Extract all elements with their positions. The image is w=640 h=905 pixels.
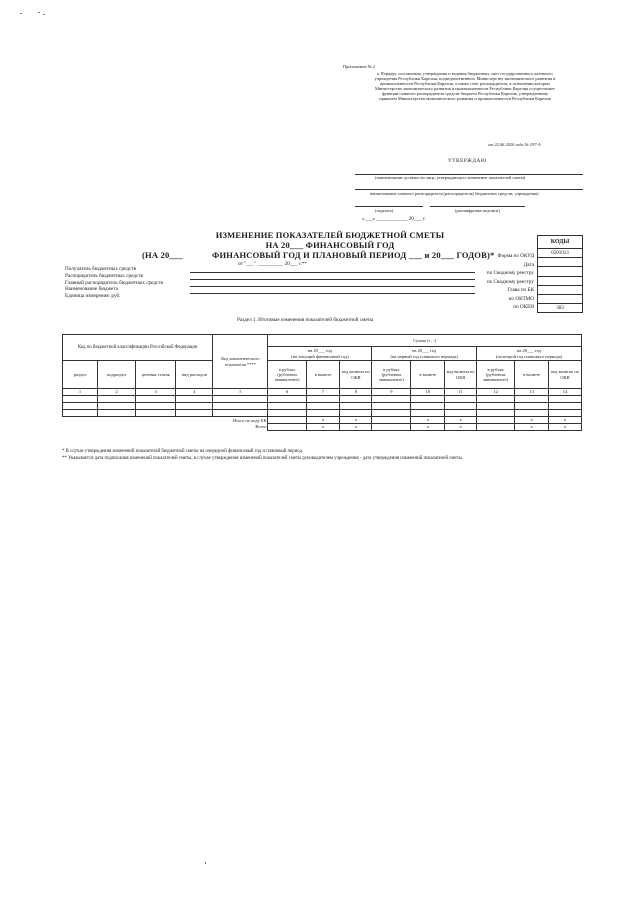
codes-table bbox=[537, 235, 583, 313]
code-okei: 383 bbox=[538, 304, 583, 313]
doc-title-line1: ИЗМЕНЕНИЕ ПОКАЗАТЕЛЕЙ БЮДЖЕТНОЙ СМЕТЫ bbox=[215, 230, 445, 240]
col-number-row: 1 2 3 4 5 6 7 8 9 10 11 12 13 14 bbox=[63, 389, 582, 396]
year1-header: на 20___ год (на текущий финансовый год) bbox=[268, 347, 372, 361]
code-registry-2 bbox=[538, 276, 583, 285]
label-chapter-bk: Глава по БК bbox=[507, 287, 534, 294]
table-row bbox=[63, 396, 582, 403]
distributor-line bbox=[190, 279, 475, 280]
label-oktmo: по ОКТМО bbox=[508, 295, 534, 302]
table-row bbox=[63, 403, 582, 410]
code-okud: 0501013 bbox=[538, 249, 583, 258]
col-y1-rub: в рублях (рублевом эквиваленте) bbox=[268, 361, 306, 389]
sum-header: Сумма (+, -) bbox=[268, 335, 582, 347]
code-chapter-bk bbox=[538, 285, 583, 294]
approve-org-line bbox=[355, 189, 583, 190]
code-date bbox=[538, 258, 583, 267]
year3-header: на 20___ год (на второй год планового периода) bbox=[477, 347, 582, 361]
label-okud: Форма по ОКУД bbox=[497, 253, 534, 259]
footnotes bbox=[62, 449, 463, 462]
codes-header: КОДЫ bbox=[538, 236, 583, 249]
kbk-header: Код по бюджетной классификации Российской Федерации bbox=[63, 335, 213, 361]
doc-title-line2: НА 20___ ФИНАНСОВЫЙ ГОД bbox=[265, 240, 395, 250]
section-title: Раздел 1. Итоговые изменения показателей бюджетной сметы bbox=[237, 317, 374, 323]
label-recipient: Получатель бюджетных средств bbox=[65, 266, 136, 272]
label-date: Дата bbox=[523, 262, 534, 268]
table-row bbox=[63, 410, 582, 417]
label-registry-1: по Сводному реестру bbox=[486, 270, 534, 277]
label-distributor: Распорядитель бюджетных средств bbox=[65, 272, 143, 279]
label-main-distributor: Главный распорядитель бюджетных средств bbox=[65, 279, 163, 286]
col-y1-okv: код валюты по ОКВ bbox=[340, 361, 372, 389]
footnote-1: * В случае утверждения изменений показателей бюджетной сметы на очередной финансовый год и плановый период. bbox=[62, 449, 304, 454]
approve-caption-name: (расшифровка подписи) bbox=[455, 208, 500, 213]
main-distributor-line bbox=[190, 286, 475, 287]
budget-name-line bbox=[190, 293, 475, 294]
col-y2-rub: в рублях (рублевом эквиваленте) bbox=[372, 361, 411, 389]
col-section: раздел bbox=[63, 361, 98, 389]
code-registry-1 bbox=[538, 267, 583, 276]
left-labels bbox=[65, 266, 163, 300]
total-bk-row: Итого по коду БК х х х х х х bbox=[63, 417, 582, 424]
right-labels bbox=[470, 248, 534, 311]
label-registry-2: по Сводному реестру bbox=[486, 278, 534, 285]
appendix-date: от 22.06.2020 года № 297-А bbox=[488, 142, 541, 147]
doc-date-line: от "___" __________ 20___ г.** bbox=[238, 261, 307, 267]
label-budget-name: Наименование бюджета bbox=[65, 286, 118, 293]
col-y3-okv: код валюты по ОКВ bbox=[549, 361, 582, 389]
approve-title: УТВЕРЖДАЮ bbox=[448, 158, 487, 164]
col-y3-cur: в валюте bbox=[515, 361, 549, 389]
grand-total-label: Всего bbox=[255, 424, 267, 430]
scan-speck bbox=[20, 13, 22, 14]
doc-title-line3-end: ФИНАНСОВЫЙ ГОД И ПЛАНОВЫЙ ПЕРИОД ___ и 20___ ГОДОВ)* bbox=[212, 250, 495, 260]
grand-total-row: Всего х х х х х х bbox=[63, 424, 582, 431]
scan-speck bbox=[205, 862, 206, 864]
year2-header: на 20___ год (на первый год планового периода) bbox=[372, 347, 477, 361]
appendix-number: Приложение № 2 bbox=[343, 64, 376, 69]
col-y2-okv: код валюты по ОКВ bbox=[445, 361, 477, 389]
approve-caption-position: (наименование должности лица, утверждающего изменение показателей сметы) bbox=[375, 175, 526, 180]
col-y1-cur: в валюте bbox=[306, 361, 340, 389]
analytic-header: Код аналитического показателя **** bbox=[213, 335, 268, 389]
total-bk-label: Итого по коду БК bbox=[63, 417, 268, 424]
approve-date: «___» ____________ 20___ г. bbox=[362, 216, 426, 222]
approve-caption-sign: (подпись) bbox=[375, 208, 394, 213]
col-subsection: подраздел bbox=[97, 361, 135, 389]
approve-caption-org: наименование главного распорядителя (распорядителя) бюджетных средств; учреждения) bbox=[370, 191, 539, 196]
recipient-line bbox=[190, 272, 475, 273]
scan-speck bbox=[38, 12, 40, 13]
changes-table bbox=[62, 334, 582, 431]
footnote-2: ** Указывается дата подписания изменений показателей сметы, в случае утверждения изменений показателей сметы руководителем учреждения - дата утверждения изменений показателей сметы. bbox=[62, 455, 464, 461]
label-okei: по ОКЕИ bbox=[513, 304, 534, 311]
approve-sign-line bbox=[355, 206, 423, 207]
scan-speck bbox=[43, 14, 45, 15]
code-oktmo bbox=[538, 294, 583, 303]
col-expense-type: вид расходов bbox=[176, 361, 213, 389]
appendix-text: к Порядку составления, утверждения и ведения бюджетных смет государственного казенного учреждения Республики Карелия, подведомственного Министерству экономического развития и промышленности Республики Карелия, а также смет распорядителя, в отношении которых Министерство экономического развития и промышленности Республики Карелия осуществляет функции главного распорядителя средств бюджета Республики Карелия, утвержденному приказом Министерства экономического развития и промышленности Республики Карелия bbox=[374, 71, 556, 101]
label-unit: Единица измерения: руб. bbox=[65, 293, 121, 300]
col-target: целевая статья bbox=[136, 361, 176, 389]
doc-title-line3-start: (НА 20___ bbox=[142, 250, 183, 260]
col-y3-rub: в рублях (рублевом эквиваленте) bbox=[477, 361, 515, 389]
col-y2-cur: в валюте bbox=[411, 361, 445, 389]
approve-name-line bbox=[430, 206, 525, 207]
